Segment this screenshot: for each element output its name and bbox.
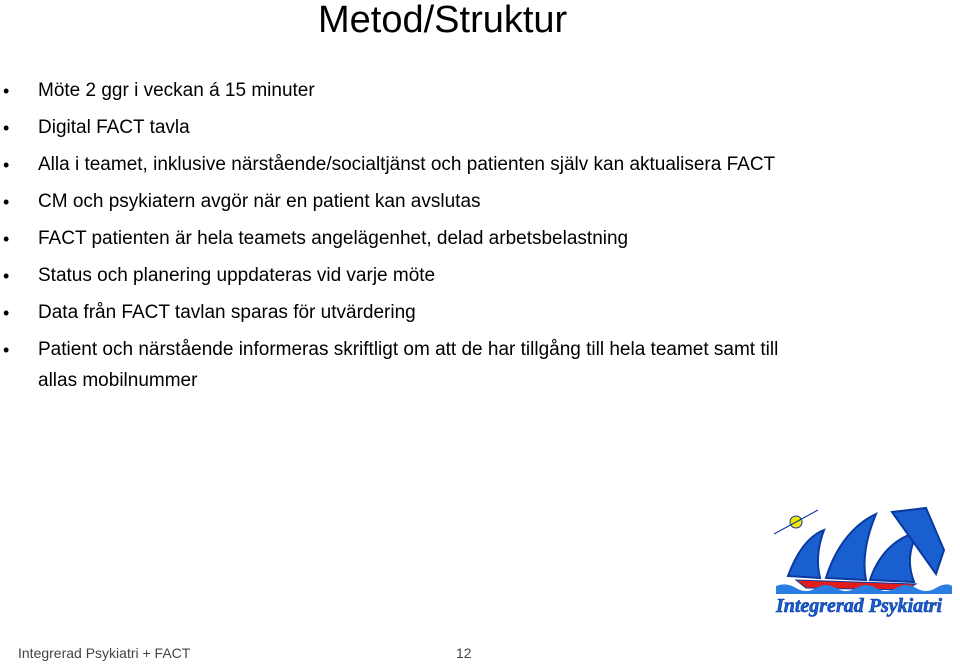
logo-text: Integrerad Psykiatri — [775, 595, 943, 617]
slide-title: Metod/Struktur — [318, 0, 568, 41]
bullet-marker: • — [3, 118, 10, 138]
sail-icon — [826, 514, 876, 580]
page-number: 12 — [456, 645, 472, 661]
bullet-marker: • — [3, 81, 10, 101]
bullet-marker: • — [3, 340, 10, 360]
bullet-text: Patient och närstående informeras skriftligt om att de har tillgång till hela teamet samt till — [38, 339, 779, 360]
bullet-text: CM och psykiatern avgör när en patient kan avslutas — [38, 191, 481, 212]
sail-icon — [788, 530, 824, 578]
bullet-marker: • — [3, 155, 10, 175]
bullet-marker: • — [3, 229, 10, 249]
bullet-marker: • — [3, 192, 10, 212]
bullet-text: Digital FACT tavla — [38, 117, 190, 138]
bullet-text: Status och planering uppdateras vid varje möte — [38, 265, 436, 286]
footer-text: Integrerad Psykiatri + FACT — [18, 645, 191, 661]
bullet-text: FACT patienten är hela teamets angelägenhet, delad arbetsbelastning — [38, 228, 629, 249]
bullet-text: Alla i teamet, inklusive närstående/socialtjänst och patienten själv kan aktualisera FACT — [38, 154, 776, 175]
bullet-text: allas mobilnummer — [38, 370, 198, 391]
bullet-text: Data från FACT tavlan sparas för utvärdering — [38, 302, 416, 323]
bullet-marker: • — [3, 303, 10, 323]
bullet-text: Möte 2 ggr i veckan á 15 minuter — [38, 80, 315, 101]
logo — [766, 504, 952, 620]
bullet-marker: • — [3, 266, 10, 286]
